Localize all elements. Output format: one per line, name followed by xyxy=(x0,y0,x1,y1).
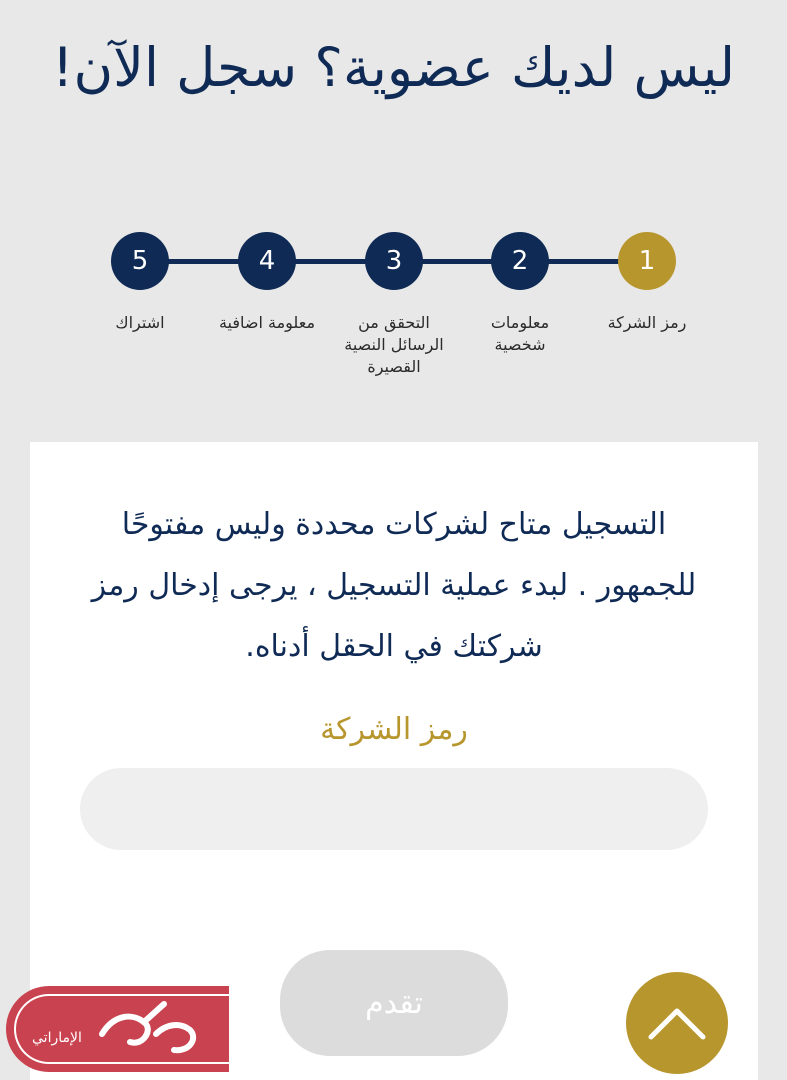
step-number: 5 xyxy=(111,232,169,290)
step-label: التحقق من الرسائل النصية القصيرة xyxy=(344,313,444,376)
step-label: رمز الشركة xyxy=(607,313,687,332)
step-label: معلومة اضافية xyxy=(218,313,316,332)
submit-button[interactable]: تقدم xyxy=(280,950,508,1056)
step-number: 2 xyxy=(491,232,549,290)
step-subscription xyxy=(60,232,220,334)
intro-text: التسجيل متاح لشركات محددة وليس مفتوحًا للجمهور . لبدء عملية التسجيل ، يرجى إدخال رمز شركتك في الحقل أدناه. xyxy=(91,507,697,664)
company-code-input[interactable] xyxy=(80,768,708,850)
watermark-logo xyxy=(6,986,229,1072)
watermark-logo-mark xyxy=(94,994,204,1064)
scroll-to-top-button[interactable] xyxy=(626,972,728,1074)
watermark-subtitle: الإماراتي xyxy=(32,1030,82,1046)
page-title: ليس لديك عضوية؟ سجل الآن! xyxy=(51,36,736,99)
step-label: اشتراك xyxy=(115,313,165,332)
step-number: 4 xyxy=(238,232,296,290)
step-number: 1 xyxy=(618,232,676,290)
company-code-label: رمز الشركة xyxy=(320,712,468,747)
registration-stepper xyxy=(0,232,787,392)
step-number: 3 xyxy=(365,232,423,290)
chevron-up-icon xyxy=(647,1005,707,1041)
step-label: معلومات شخصية xyxy=(490,313,550,354)
